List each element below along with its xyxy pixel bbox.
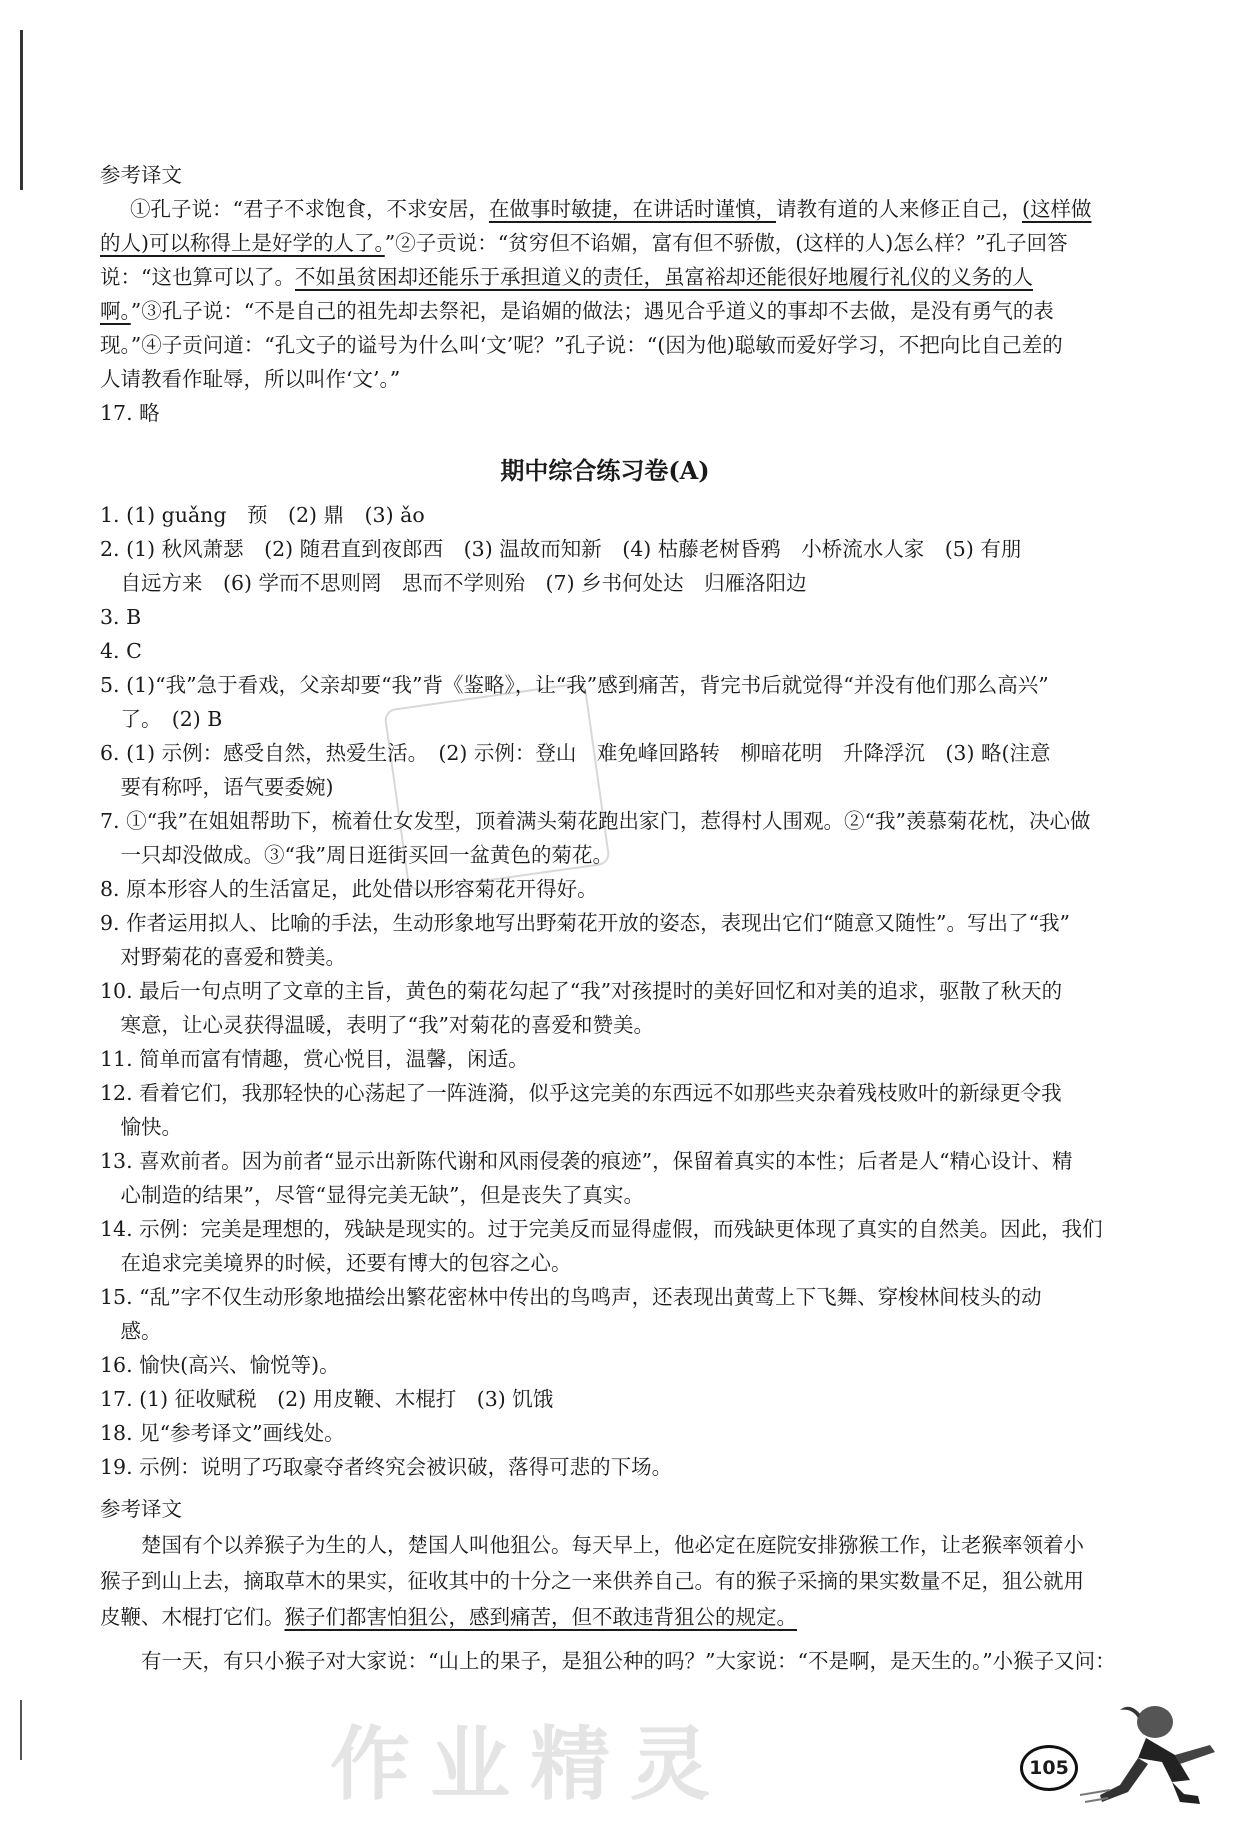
text-span: 楚国有个以养猴子为生的人，楚国人叫他狙公。每天早上，他必定在庭院安排猕猴工作，让老猴率领着小 (100, 1533, 1084, 1557)
answer-line: 18. 见“参考译文”画线处。 (100, 1421, 345, 1445)
page-number: 105 (1020, 1745, 1078, 1791)
underlined-span: (这样做 (1021, 197, 1092, 221)
mascot-runner-icon (1080, 1700, 1230, 1810)
answer-line: 17. (1) 征收赋税 (2) 用皮鞭、木棍打 (3) 饥饿 (100, 1387, 554, 1411)
answer-line: 7. ①“我”在姐姐帮助下，梳着仕女发型，顶着满头菊花跑出家门，惹得村人围观。②“我”羡慕菊花枕，决心做 (100, 809, 1091, 833)
underlined-span: 不如虽贫困却还能乐于承担道义的责任，虽富裕却还能很好地履行礼仪的义务的人 (294, 265, 1033, 289)
answer-line: 14. 示例：完美是理想的，残缺是现实的。过于完美反而显得虚假，而残缺更体现了真实的自然美。因此，我们 (100, 1217, 1103, 1241)
answer-line: 13. 喜欢前者。因为前者“显示出新陈代谢和风雨侵袭的痕迹”，保留着真实的本性；后者是人“精心设计、精 (100, 1149, 1073, 1173)
answer-line: 愉快。 (100, 1115, 182, 1139)
ref-label-1: 参考译文 (100, 163, 182, 187)
text-span: 皮鞭、木棍打它们。 (100, 1605, 285, 1629)
answer-line: 1. (1) guǎng 预 (2) 鼎 (3) ǎo (100, 503, 425, 527)
translation-line-4 (100, 296, 1054, 326)
text-span: ”③孔子说：“不是自己的祖先却去祭祀，是谄媚的做法；遇见合乎道义的事却不去做，是没有勇气的表 (130, 299, 1054, 323)
answer-line: 要有称呼，语气要委婉) (100, 775, 334, 799)
story-line-3 (100, 1602, 797, 1632)
story-line-1 (100, 1530, 1084, 1560)
underlined-span: 的人)可以称得上是好学的人了。 (100, 231, 385, 255)
ref-label-2: 参考译文 (100, 1497, 182, 1521)
answer-line: 12. 看着它们，我那轻快的心荡起了一阵涟漪，似乎这完美的东西远不如那些夹杂着残枝败叶的新绿更令我 (100, 1081, 1062, 1105)
watermark: 作业精灵 (330, 1718, 730, 1811)
text-span: 猴子到山上去，摘取草木的果实，征收其中的十分之一来供养自己。有的猴子采摘的果实数量不足，狙公就用 (100, 1569, 1084, 1593)
answer-17-prev: 17. 略 (100, 401, 160, 425)
underlined-span: 啊。 (100, 299, 131, 323)
underlined-span: 猴子们都害怕狙公，感到痛苦，但不敢违背狙公的规定。 (284, 1605, 797, 1629)
text-span: ”②子贡说：“贫穷但不谄媚，富有但不骄傲，(这样的人)怎么样？”孔子回答 (384, 231, 1068, 255)
answer-line: 8. 原本形容人的生活富足，此处借以形容菊花开得好。 (100, 877, 598, 901)
answer-line: 15. “乱”字不仅生动形象地描绘出繁花密林中传出的鸟鸣声，还表现出黄莺上下飞舞、穿梭林间枝头的动 (100, 1285, 1042, 1309)
answer-line: 对野菊花的喜爱和赞美。 (100, 945, 346, 969)
answer-line: 了。 (2) B (100, 707, 223, 731)
answer-line: 寒意，让心灵获得温暖，表明了“我”对菊花的喜爱和赞美。 (100, 1013, 654, 1037)
answer-line: 19. 示例：说明了巧取豪夺者终究会被识破，落得可悲的下场。 (100, 1455, 673, 1479)
text-span: 人请教看作耻辱，所以叫作‘文’。” (100, 367, 401, 391)
page-edge-line-bottom (20, 1700, 22, 1760)
answer-line: 5. (1)“我”急于看戏，父亲却要“我”背《鉴略》，让“我”感到痛苦，背完书后就觉得“并没有他们那么高兴” (100, 673, 1049, 697)
answer-line: 在追求完美境界的时候，还要有博大的包容之心。 (100, 1251, 572, 1275)
translation-line-5 (100, 330, 1063, 360)
answer-line: 6. (1) 示例：感受自然，热爱生活。 (2) 示例：登山 难免峰回路转 柳暗花明 升降浮沉 (3) 略(注意 (100, 741, 1051, 765)
answer-line: 感。 (100, 1319, 162, 1343)
answer-line: 3. B (100, 605, 142, 629)
page-edge-line (20, 30, 23, 190)
answer-line: 一只却没做成。③“我”周日逛街买回一盆黄色的菊花。 (100, 843, 613, 867)
text-span: 有一天，有只小猴子对大家说：“山上的果子，是狙公种的吗？”大家说：“不是啊，是天生的。”小猴子又问： (100, 1649, 1116, 1673)
answer-line: 2. (1) 秋风萧瑟 (2) 随君直到夜郎西 (3) 温故而知新 (4) 枯藤老树昏鸦 小桥流水人家 (5) 有朋 (100, 537, 1022, 561)
translation-line-3 (100, 262, 1033, 292)
translation-line-1 (130, 194, 1091, 224)
text-span: 说：“这也算可以了。 (100, 265, 295, 289)
text-span: 现。”④子贡问道：“孔文子的谥号为什么叫‘文’呢？”孔子说：“(因为他)聪敏而爱好学习，不把向比自己差的 (100, 333, 1063, 357)
answer-line: 9. 作者运用拟人、比喻的手法，生动形象地写出野菊花开放的姿态，表现出它们“随意又随性”。写出了“我” (100, 911, 1070, 935)
answer-line: 11. 简单而富有情趣，赏心悦目，温馨，闲适。 (100, 1047, 529, 1071)
answer-line: 4. C (100, 639, 142, 663)
story-line-2 (100, 1566, 1084, 1596)
answer-line: 10. 最后一句点明了文章的主旨，黄色的菊花勾起了“我”对孩提时的美好回忆和对美的追求，驱散了秋天的 (100, 979, 1063, 1003)
translation-line-6 (100, 364, 400, 394)
underlined-span: 在做事时敏捷，在讲话时谨慎， (488, 197, 776, 221)
text-span: 请教有道的人来修正自己， (775, 197, 1022, 221)
story-line-4 (100, 1646, 1116, 1676)
answer-line: 16. 愉快(高兴、愉悦等)。 (100, 1353, 340, 1377)
section-title: 期中综合练习卷(A) (500, 456, 710, 485)
translation-line-2 (100, 228, 1068, 258)
answer-line: 自远方来 (6) 学而不思则罔 思而不学则殆 (7) 乡书何处达 归雁洛阳边 (100, 571, 807, 595)
answer-line: 心制造的结果”，尽管“显得完美无缺”，但是丧失了真实。 (100, 1183, 644, 1207)
text-span: ①孔子说：“君子不求饱食，不求安居， (130, 197, 489, 221)
